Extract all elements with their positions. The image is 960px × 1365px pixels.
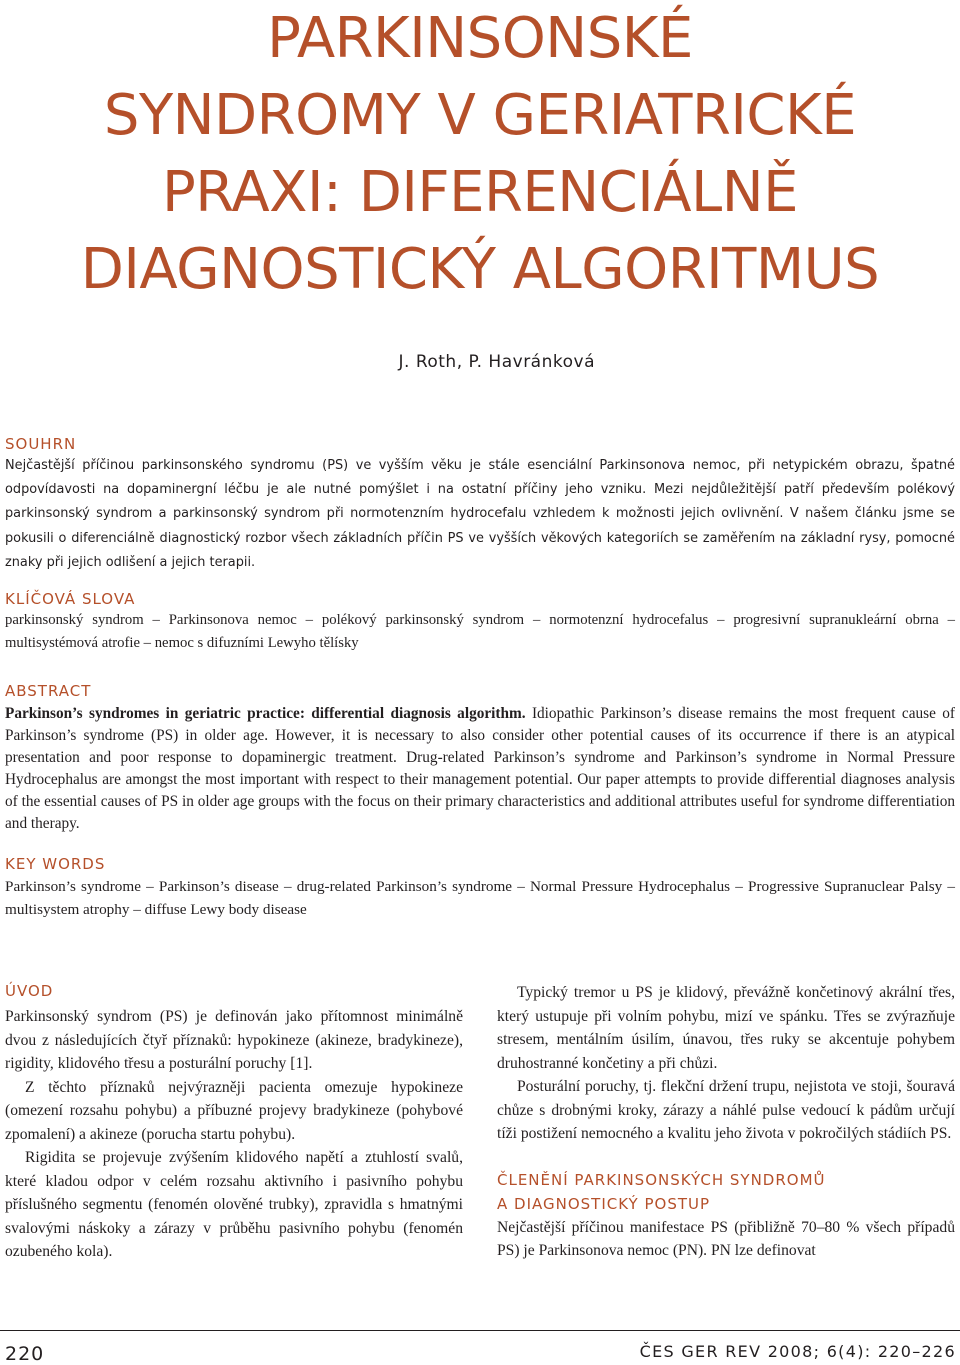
right-column [497,981,955,1263]
abstract-title: Parkinson’s syndromes in geriatric practice: differential diagnosis algorithm. [5,705,526,722]
article-title [0,0,960,308]
intro-heading: ÚVOD [5,982,54,1000]
abstract-body: Idiopathic Parkinson’s disease remains the most frequent cause of Parkinson’s syndrome (PS) in older age. However, it is necessary to also consider other potential causes of its occurrence if there is an atypical presentation and poor response to dopaminergic treatment. Drug-related Parkinson’s syndrome and Parkinson’s syndrome in Normal Pressure Hydrocephalus are amongst the most important with respect to their management potential. Our paper attempts to provide differential diagnoses analysis of the essential causes of PS in older age groups with the focus on their primary characteristics and additional attributes useful for syndrome differentiation and therapy. [5,705,955,833]
postural-paragraph: Posturální poruchy, tj. flekční držení trupu, nejistota ve stoji, šouravá chůze s drobnými kroky, zárazy a náhlé pulse vedoucí k pádům určují tíži postižení nemocného a kvalitu jeho života v pokročilých stádiích PS. [497,1078,955,1142]
footer-divider [0,1330,960,1331]
intro-paragraph-1: Parkinsonský syndrom (PS) je definován jako přítomnost minimálně dvou z následujících čtyř příznaků: hypokineze (akineze, bradykineze), rigidity, klidového třesu a posturální poruchy [1]. [5,1008,463,1072]
title-line-2: SYNDROMY V GERIATRICKÉ [103,83,857,148]
abstract-text [5,703,955,836]
journal-citation: ČES GER REV 2008; 6(4): 220–226 [639,1342,956,1361]
title-line-4: DIAGNOSTICKÝ ALGORITMUS [80,237,880,302]
page-number: 220 [5,1343,45,1365]
intro-paragraph-2: Z těchto příznaků nejvýrazněji pacienta omezuje hypokineze (omezení rozsahu pohybu) a příbuzné projevy bradykineze (pohybové zpomalení) a akineze (porucha startu pohybu). [5,1078,463,1143]
tremor-paragraph: Typický tremor u PS je klidový, převážně končetinový akrální třes, který ustupuje při volním pohybu, mizí ve spánku. Třes se zvýrazňuje stresem, mentálním úsilím, únavou, třes ruky se akcentuje pohybem druhostranné končetiny a při chůzi. [497,984,955,1072]
left-column [5,982,463,1264]
keywords-cs-text: parkinsonský syndrom – Parkinsonova nemoc – polékový parkinsonský syndrom – normotenzní hydrocefalus – progresivní supranukleární obrna – multisystémová atrofie – nemoc s difuzními Lewyho tělísky [5,612,955,652]
authors: J. Roth, P. Havránková [398,352,595,372]
classification-heading [497,1168,955,1216]
intro-paragraph-3: Rigidita se projevuje zvýšením klidového napětí a ztuhlostí svalů, které kladou odpor v celém rozsahu aktivního i pasivního pohybu příslušného segmentu (fenomén olověné trubky), zpravidla s hmatnými svalovými náskoky a zárazy v průběhu pasivního pohybu (fenomén ozubeného kola). [5,1149,463,1260]
souhrn-heading: SOUHRN [5,435,77,453]
keywords-cs-heading: KLÍČOVÁ SLOVA [5,590,136,608]
title-line-1: PARKINSONSKÉ [267,6,693,71]
classification-paragraph: Nejčastější příčinou manifestace PS (přibližně 70–80 % všech případů PS) je Parkinsonova nemoc (PN). PN lze definovat [497,1218,955,1259]
abstract-heading: ABSTRACT [5,682,92,700]
keywords-en-heading: KEY WORDS [5,855,106,873]
keywords-en-text: Parkinson’s syndrome – Parkinson’s disease – drug-related Parkinson’s syndrome – Normal Pressure Hydrocephalus – Progressive Supranuclear Palsy – multisystem atrophy – diffuse Lewy body disease [5,878,955,918]
title-line-3: PRAXI: DIFERENCIÁLNĚ [161,160,799,225]
classification-heading-line-2: A DIAGNOSTICKÝ POSTUP [497,1194,711,1213]
souhrn-text: Nejčastější příčinou parkinsonského syndromu (PS) ve vyšším věku je stále esenciální Parkinsonova nemoc, při netypickém obrazu, špatné odpovídavosti na dopaminergní léčbu je ale nutné pomýšlet i na ostatní příčiny jeho vzniku. Mezi nejdůležitější patří především polékový parkinsonský syndrom a parkinsonský syndrom při normotenzním hydrocefalu vzhledem k možnosti jejich ovlivnění. V našem článku jsme se pokusili o diferenciálně diagnostický rozbor všech základních příčin PS ve vyšších věkových kategoriích se zaměřením na základní rysy, pomocné znaky při jejich odlišení a jejich terapii. [5,458,955,570]
classification-heading-line-1: ČLENĚNÍ PARKINSONSKÝCH SYNDROMŮ [497,1170,826,1189]
